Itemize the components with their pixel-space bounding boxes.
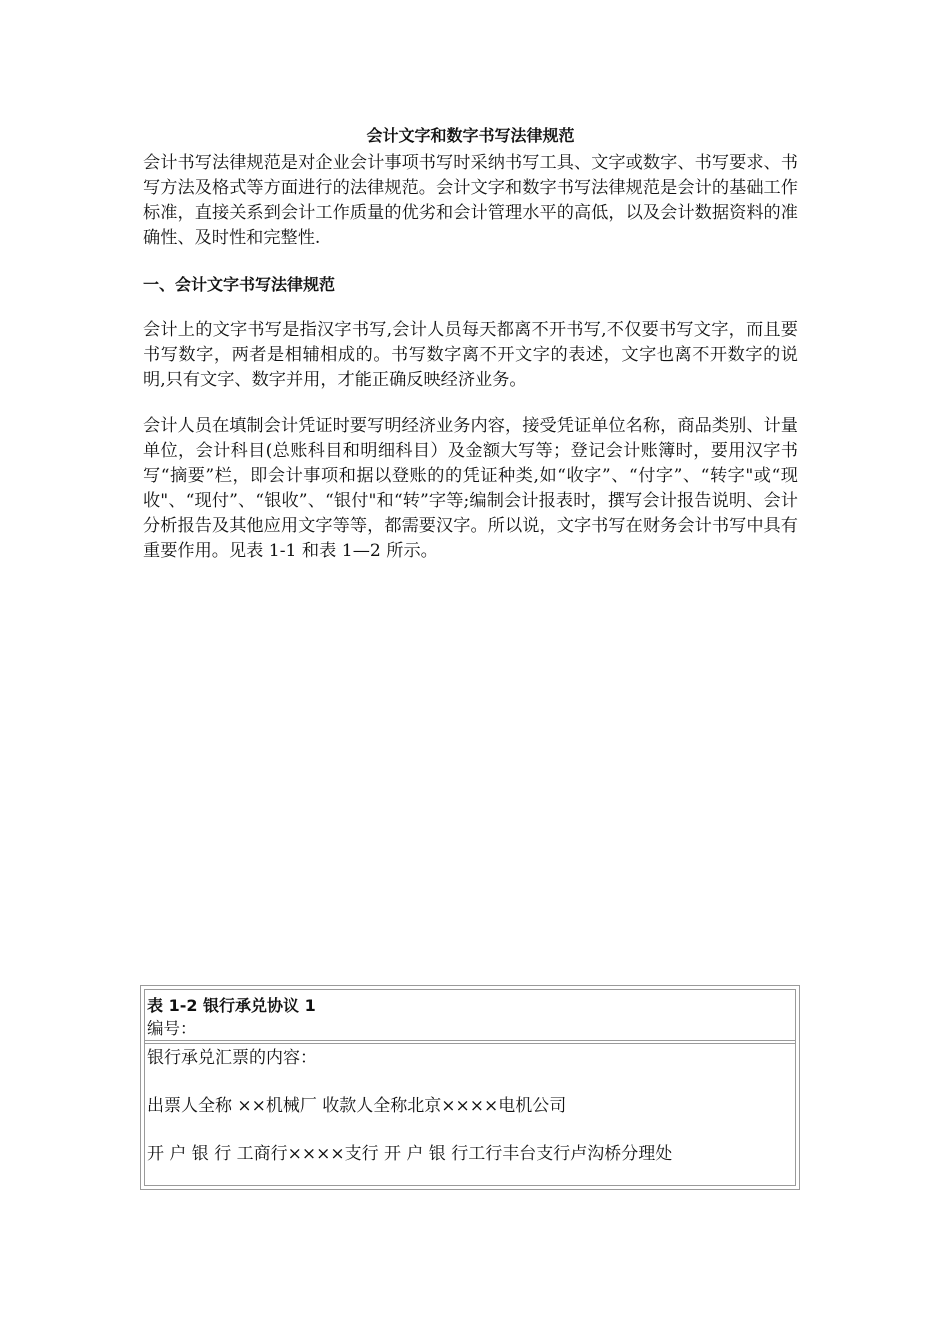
document-title: 会计文字和数字书写法律规范 [366,126,575,145]
acceptance-agreement-table [140,985,800,1190]
content-label: 银行承兑汇票的内容： [147,1048,317,1068]
paragraph-2: 会计人员在填制会计凭证时要写明经济业务内容，接受凭证单位名称，商品类别、计量单位，会计科目(总账科目和明细科目）及金额大写等；登记会计账簿时，要用汉字书写“摘要”栏，即会计事项和据以登账的的凭证种类,如“收字”、“付字”、“转字"或“现收"、“现付”、“银收”、“银付"和“转”字等;编制会计报表时，撰写会计报告说明、会计分析报告及其他应用文字等等，都需要汉字。所以说，文字书写在财务会计书写中具有重要作用。见表 1-1 和表 1—2 所示。 [143,416,798,561]
table-inner-frame [144,989,796,1186]
number-label: 编号： [147,1019,197,1038]
section-heading: 一、会计文字书写法律规范 [143,275,336,294]
bank-line: 开 户 银 行 工商行××××支行 开 户 银 行工行丰台支行卢沟桥分理处 [147,1144,673,1164]
paragraph-1: 会计上的文字书写是指汉字书写,会计人员每天都离不开书写,不仅要书写文字，而且要书写数字，两者是相辅相成的。书写数字离不开文字的表述，文字也离不开数字的说明,只有文字、数字并用，才能正确反映经济业务。 [143,320,798,390]
table-body-cell [145,1044,795,1166]
table-caption: 表 1-2 银行承兑协议 1 [147,996,316,1015]
table-header-cell [145,990,795,1040]
intro-paragraph: 会计书写法律规范是对企业会计事项书写时采纳书写工具、文字或数字、书写要求、书写方法及格式等方面进行的法律规范。会计文字和数字书写法律规范是会计的基础工作标准，直接关系到会计工作质量的优劣和会计管理水平的高低，以及会计数据资料的准确性、及时性和完整性. [143,153,798,248]
drawer-payee-line: 出票人全称 ××机械厂 收款人全称北京××××电机公司 [147,1096,567,1116]
document-body [143,125,798,564]
